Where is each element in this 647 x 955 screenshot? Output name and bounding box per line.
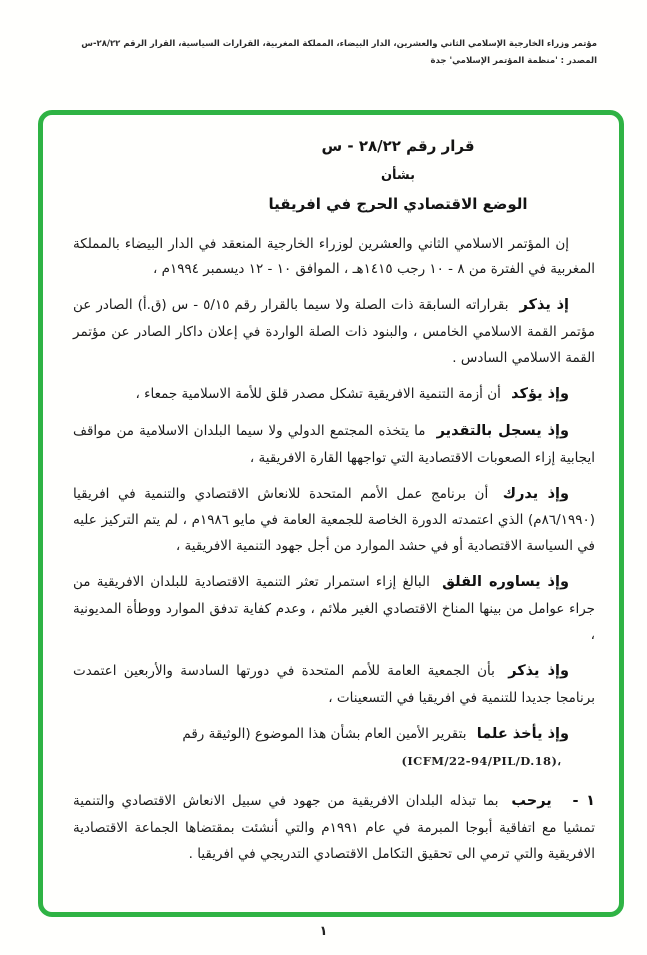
paragraph-lead: يرحب <box>511 793 552 810</box>
resolution-number-title: قرار رقم ٢٨/٢٢ - س <box>321 137 475 155</box>
recalling-paragraph <box>73 292 595 372</box>
paragraph-body: إن المؤتمر الاسلامي الثاني والعشرين لوزراء الخارجية المنعقد في الدار البيضاء بالمملكة المغربية في الفترة من ٨ - ١٠ رجب ١٤١٥هـ ، الموافق ١٠ - ١٢ ديسمبر ١٩٩٤م ، <box>73 235 595 278</box>
source-header-line2: المصدر : 'منظمة المؤتمر الإسلامي' جدة <box>430 55 597 66</box>
source-header-line1: مؤتمر وزراء الخارجية الإسلامي الثاني والعشرين، الدار البيضاء، المملكة المغربية، القرارات السياسية، القرار الرقم ٢٨/٢٢-س <box>81 39 597 49</box>
item-number: ١ - <box>572 793 595 810</box>
aware-paragraph <box>73 481 595 561</box>
paragraph-body: البالغ إزاء استمرار تعثر التنمية الاقتصادية للبلدان الافريقية من جراء عوامل من بينها المناخ الاقتصادي الغير ملائم ، وعدم كفاية تدفق الموارد ووطأة المديونية ، <box>73 574 595 643</box>
resolution-title-block <box>73 135 595 216</box>
paragraph-lead: وإذ يسجل بالتقدير <box>436 422 569 439</box>
noting-with-appreciation-paragraph <box>73 418 595 472</box>
paragraph-lead: وإذ يساوره القلق <box>442 574 569 591</box>
paragraph-lead: وإذ يأخذ علما <box>476 725 569 742</box>
resolution-body <box>43 115 619 912</box>
recalling-ga-paragraph <box>73 658 595 712</box>
page-number: ١ <box>319 924 328 939</box>
operative-paragraph-1 <box>73 788 595 868</box>
paragraph-lead: وإذ يذكر <box>508 662 569 679</box>
green-border-frame <box>38 110 624 917</box>
resolution-subject-title: الوضع الاقتصادي الحرج في افريقيا <box>268 195 528 213</box>
paragraph-body: أن أزمة التنمية الافريقية تشكل مصدر قلق للأمة الاسلامية جمعاء ، <box>135 385 501 402</box>
paragraph-body: بأن الجمعية العامة للأمم المتحدة في دورتها السادسة والأربعين اعتمدت برنامجا جديدا للتنمية في افريقيا في التسعينات ، <box>73 662 595 706</box>
paragraph-body: أن برنامج عمل الأمم المتحدة للانعاش الاقتصادي والتنمية في افريقيا (٨٦/١٩٩٠م) الذي اعتمدته الدورة الخاصة للجمعية العامة في مايو ١٩٨٦م ، لم يتم التركيز عليه في السياسة الاقتصادية أو في حشد الموارد من أجل جهود التنمية الافريقية ، <box>73 485 595 555</box>
taking-note-paragraph <box>73 721 595 773</box>
document-reference: (ICFM/22-94/PIL/D.18)، <box>401 754 561 769</box>
paragraph-lead: وإذ يؤكد <box>511 385 569 402</box>
paragraph-lead: وإذ يدرك <box>502 485 569 502</box>
paragraph-body: ما يتخذه المجتمع الدولي ولا سيما البلدان الاسلامية من مواقف ايجابية إزاء الصعوبات الاقتصادية التي تواجهها القارة الافريقية ، <box>73 422 595 466</box>
preamble-paragraph <box>73 232 595 284</box>
paragraph-body: بتقرير الأمين العام بشأن هذا الموضوع (الوثيقة رقم <box>182 725 467 742</box>
paragraph-body: بما تبذله البلدان الافريقية من جهود في سبيل الانعاش الاقتصادي والتنمية تمشيا مع اتفاقية أبوجا المبرمة في عام ١٩٩١م والتي أنشئت بمقتضاها الجماعة الاقتصادية الافريقية والتي ترمي الى تحقيق التكامل الاقتصادي التدريجي في افريقيا . <box>73 793 595 863</box>
paragraph-lead: إذ يذكر <box>519 297 569 314</box>
concerned-paragraph <box>73 569 595 649</box>
resolution-regarding-label: بشأن <box>380 167 416 183</box>
source-header <box>46 36 597 69</box>
affirming-paragraph <box>73 381 595 409</box>
paragraph-body: بقراراته السابقة ذات الصلة ولا سيما بالقرار رقم ٥/١٥ - س (ق.أ) الصادر عن مؤتمر القمة الاسلامي الخامس ، والبنود ذات الصلة الواردة في إعلان داكار الصادر عن مؤتمر القمة الاسلامي السادس . <box>73 297 595 367</box>
